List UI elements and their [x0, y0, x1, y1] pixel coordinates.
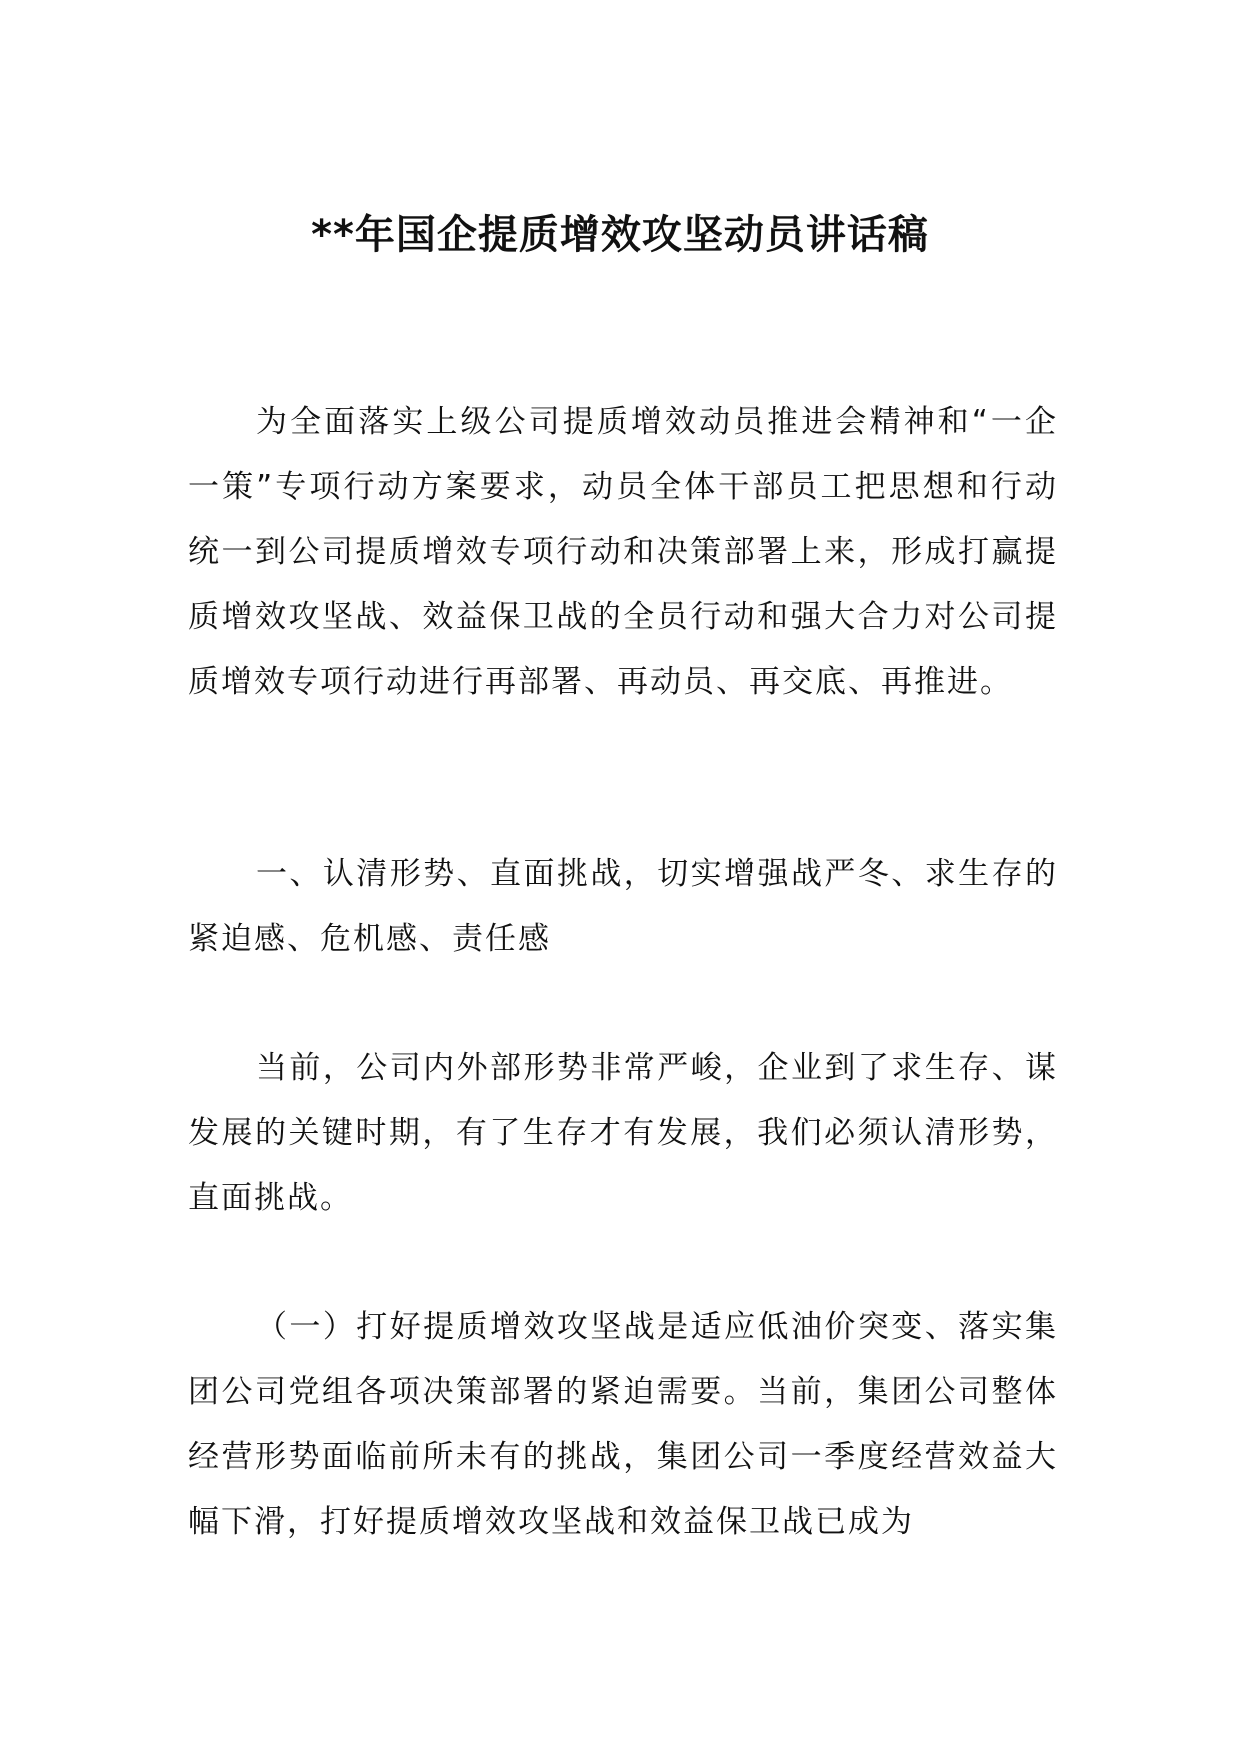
- subsection-paragraph-1: （一）打好提质增效攻坚战是适应低油价突变、落实集团公司党组各项决策部署的紧迫需要。当前，集团公司整体经营形势面临前所未有的挑战，集团公司一季度经营效益大幅下滑，打好提质增效攻坚战和效益保卫战已成为: [188, 1309, 1058, 1540]
- document-title: **年国企提质增效攻坚动员讲话稿: [311, 212, 929, 258]
- intro-paragraph: 为全面落实上级公司提质增效动员推进会精神和“一企一策”专项行动方案要求，动员全体干部员工把思想和行动统一到公司提质增效专项行动和决策部署上来，形成打赢提质增效攻坚战、效益保卫战的全员行动和强大合力对公司提质增效专项行动进行再部署、再动员、再交底、再推进。: [188, 404, 1058, 700]
- section-heading-1: 一、认清形势、直面挑战，切实增强战严冬、求生存的紧迫感、危机感、责任感: [188, 856, 1058, 957]
- situation-paragraph: 当前，公司内外部形势非常严峻，企业到了求生存、谋发展的关键时期，有了生存才有发展，我们必须认清形势，直面挑战。: [188, 1050, 1058, 1216]
